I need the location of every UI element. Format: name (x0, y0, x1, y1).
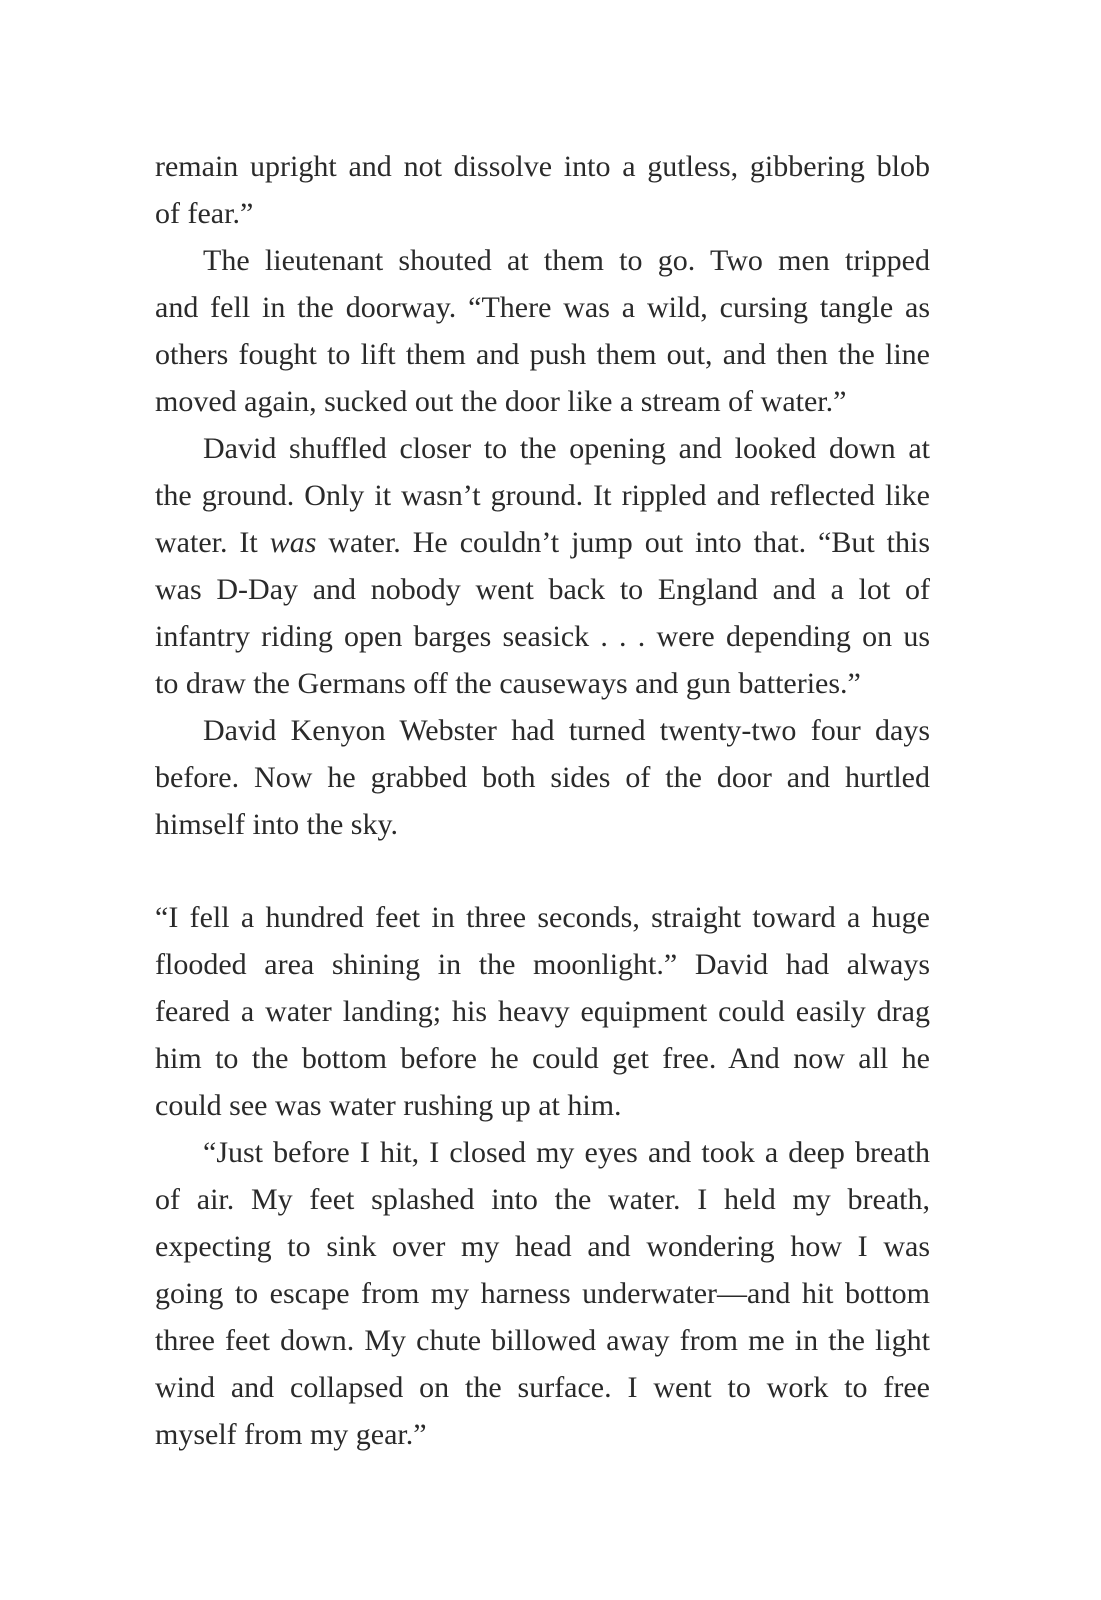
text-line: “I fell a hundred feet in three seconds, straight toward a huge (155, 901, 930, 934)
text-line: could see was water rushing up at him. (155, 1089, 622, 1122)
text-line: flooded area shining in the moonlight.” David had always (155, 948, 930, 981)
text-line: myself from my gear.” (155, 1418, 427, 1451)
text-line: infantry riding open barges seasick . . . were depending on us (155, 620, 930, 653)
text-line: before. Now he grabbed both sides of the door and hurtled (155, 761, 930, 794)
text-line: of fear.” (155, 197, 254, 230)
text-line: “Just before I hit, I closed my eyes and took a deep breath (203, 1136, 930, 1169)
text-run: water. He couldn’t jump out into that. “But this (316, 526, 931, 559)
text-line (155, 519, 930, 566)
text-line: himself into the sky. (155, 808, 399, 841)
text-line: David shuffled closer to the opening and looked down at (203, 432, 930, 465)
emphasis-text: was (269, 526, 317, 559)
text-line: three feet down. My chute billowed away from me in the light (155, 1324, 930, 1357)
section-break (155, 848, 930, 894)
text-line: was D-Day and nobody went back to England and a lot of (155, 573, 930, 606)
text-line: remain upright and not dissolve into a gutless, gibbering blob (155, 150, 930, 183)
text-line: wind and collapsed on the surface. I went to work to free (155, 1371, 930, 1404)
text-line: The lieutenant shouted at them to go. Two men tripped (203, 244, 930, 277)
text-line: expecting to sink over my head and wondering how I was (155, 1230, 930, 1263)
text-line: of air. My feet splashed into the water. I held my breath, (155, 1183, 930, 1216)
text-line: David Kenyon Webster had turned twenty-two four days (203, 714, 930, 747)
text-line: feared a water landing; his heavy equipment could easily drag (155, 995, 930, 1028)
text-run: water. It (155, 526, 270, 559)
text-line: to draw the Germans off the causeways and gun batteries.” (155, 667, 861, 700)
book-page-text (155, 143, 930, 1458)
text-line: and fell in the doorway. “There was a wild, cursing tangle as (155, 291, 930, 324)
text-line: moved again, sucked out the door like a stream of water.” (155, 385, 847, 418)
text-line: him to the bottom before he could get free. And now all he (155, 1042, 930, 1075)
text-line: others fought to lift them and push them out, and then the line (155, 338, 930, 371)
text-line: going to escape from my harness underwater—and hit bottom (155, 1277, 930, 1310)
text-line: the ground. Only it wasn’t ground. It rippled and reflected like (155, 479, 930, 512)
